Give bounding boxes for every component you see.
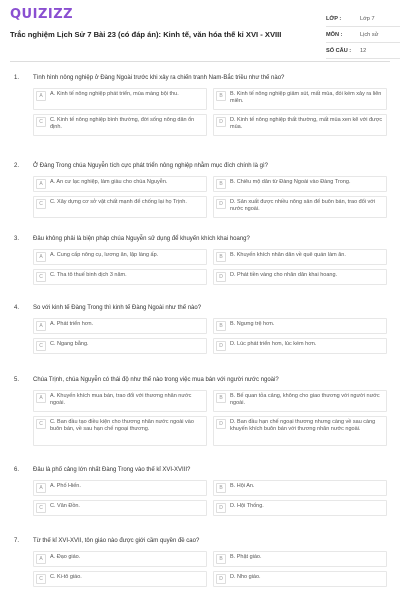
question-header xyxy=(10,537,390,551)
brand-logo: QUIZIZZ xyxy=(10,7,74,22)
option-letter-badge: A xyxy=(36,321,46,331)
question-text: Đâu là phố cảng lớn nhất Đàng Trong vào thế kỉ XVI-XVIII? xyxy=(33,467,191,473)
answer-option-a[interactable] xyxy=(33,390,207,412)
option-text: A. Cung cấp nông cụ, lương ăn, lập làng ấp. xyxy=(50,252,159,258)
worksheet-title: Trắc nghiệm Lịch Sử 7 Bài 23 (có đáp án): Kinh tế, văn hóa thế kỉ XVI - XVIII xyxy=(10,30,282,39)
question-text: Đâu không phải là biện pháp chúa Nguyễn sử dụng để khuyến khích khai hoang? xyxy=(33,236,250,242)
option-text: A. An cư lạc nghiệp, làm giàu cho chúa Nguyễn. xyxy=(50,179,168,185)
meta-value: Lịch sử xyxy=(360,31,379,38)
answer-option-d[interactable] xyxy=(213,269,387,285)
question-number: 2. xyxy=(14,163,20,169)
question-header xyxy=(10,376,390,390)
answer-option-c[interactable] xyxy=(33,114,207,136)
question-7 xyxy=(10,537,390,591)
question-number: 5. xyxy=(14,377,20,383)
question-text: Tình hình nông nghiệp ở Đàng Ngoài trước khi xảy ra chiến tranh Nam-Bắc triều như thế nào? xyxy=(33,75,285,81)
option-letter-badge: C xyxy=(36,341,46,351)
option-letter-badge: A xyxy=(36,179,46,189)
question-text: Ở Đàng Trong chúa Nguyễn tích cực phát triển nông nghiệp nhằm mục đích chính là gì? xyxy=(33,163,268,169)
option-text: D. Phát tiền vàng cho nhân dân khai hoang. xyxy=(230,272,338,278)
question-number: 4. xyxy=(14,305,20,311)
answer-option-c[interactable] xyxy=(33,338,207,354)
answer-option-c[interactable] xyxy=(33,500,207,516)
option-text: C. Xây dựng cơ sở vật chất mạnh để chống lại họ Trịnh. xyxy=(50,199,187,205)
question-header xyxy=(10,162,390,176)
question-6 xyxy=(10,466,390,520)
answer-option-a[interactable] xyxy=(33,176,207,192)
question-header xyxy=(10,74,390,88)
option-text: C. Vân Đồn. xyxy=(50,503,80,509)
answer-options xyxy=(33,88,390,140)
option-text: A. Đạo giáo. xyxy=(50,554,81,560)
option-letter-badge: B xyxy=(216,91,226,101)
answer-options xyxy=(33,318,390,358)
option-letter-badge: B xyxy=(216,179,226,189)
option-text: D. Ban đầu hạn chế ngoại thương nhưng càng về sau càng khuyến khích buôn bán với thương nhân nước ngoài. xyxy=(230,419,376,433)
answer-option-d[interactable] xyxy=(213,500,387,516)
option-text: C. Ki-tô giáo. xyxy=(50,574,82,580)
question-4 xyxy=(10,304,390,358)
meta-row-subject xyxy=(326,27,400,43)
meta-row-class xyxy=(326,11,400,27)
question-number: 1. xyxy=(14,75,20,81)
option-text: A. Khuyến khích mua bán, trao đổi với thương nhân nước ngoài. xyxy=(50,393,192,407)
answer-option-b[interactable] xyxy=(213,480,387,496)
answer-option-d[interactable] xyxy=(213,196,387,218)
meta-value: Lớp 7 xyxy=(360,15,375,22)
option-letter-badge: B xyxy=(216,483,226,493)
answer-option-a[interactable] xyxy=(33,249,207,265)
question-2 xyxy=(10,162,390,222)
meta-key: MÔN : xyxy=(326,31,343,38)
question-1 xyxy=(10,74,390,140)
option-text: D. Kinh tế nông nghiệp thất thường, mất mùa xen kẽ với được mùa. xyxy=(230,117,383,131)
question-text: So với kinh tế Đàng Trong thì kinh tế Đàng Ngoài như thế nào? xyxy=(33,305,202,311)
answer-option-a[interactable] xyxy=(33,88,207,110)
option-text: D. Lúc phát triển hơn, lúc kém hơn. xyxy=(230,341,317,347)
option-letter-badge: C xyxy=(36,574,46,584)
answer-option-b[interactable] xyxy=(213,176,387,192)
question-3 xyxy=(10,235,390,289)
option-text: B. Chiêu mộ dân từ Đàng Ngoài vào Đàng Trong. xyxy=(230,179,351,185)
option-text: D. Hội Thống. xyxy=(230,503,264,509)
option-text: B. Ngưng trệ hơn. xyxy=(230,321,275,327)
question-number: 7. xyxy=(14,538,20,544)
question-header xyxy=(10,304,390,318)
option-letter-badge: C xyxy=(36,272,46,282)
option-letter-badge: D xyxy=(216,574,226,584)
question-header xyxy=(10,235,390,249)
answer-option-d[interactable] xyxy=(213,571,387,587)
meta-row-count xyxy=(326,43,400,59)
option-letter-badge: C xyxy=(36,199,46,209)
option-letter-badge: B xyxy=(216,252,226,262)
answer-option-a[interactable] xyxy=(33,318,207,334)
option-text: B. Bế quan tỏa cảng, không cho giao thương với người nước ngoài. xyxy=(230,393,380,407)
option-text: A. Phố Hiến. xyxy=(50,483,81,489)
option-text: D. Sản xuất được nhiều nông sản để buôn bán, trao đổi với nước ngoài. xyxy=(230,199,376,213)
answer-option-a[interactable] xyxy=(33,480,207,496)
meta-table xyxy=(326,11,400,59)
option-letter-badge: D xyxy=(216,419,226,429)
answer-option-b[interactable] xyxy=(213,551,387,567)
option-letter-badge: D xyxy=(216,117,226,127)
answer-option-b[interactable] xyxy=(213,249,387,265)
option-letter-badge: B xyxy=(216,321,226,331)
answer-option-a[interactable] xyxy=(33,551,207,567)
option-text: A. Phát triển hơn. xyxy=(50,321,94,327)
answer-option-c[interactable] xyxy=(33,416,207,446)
answer-option-b[interactable] xyxy=(213,88,387,110)
option-letter-badge: D xyxy=(216,503,226,513)
meta-key: SỐ CÂU : xyxy=(326,47,352,54)
option-text: C. Ngang bằng. xyxy=(50,341,89,347)
answer-option-c[interactable] xyxy=(33,196,207,218)
question-number: 6. xyxy=(14,467,20,473)
option-text: C. Kinh tế nông nghiệp bình thường, đời sống nông dân ổn định. xyxy=(50,117,195,131)
option-letter-badge: D xyxy=(216,272,226,282)
option-text: B. Hội An. xyxy=(230,483,255,489)
option-letter-badge: A xyxy=(36,483,46,493)
answer-options xyxy=(33,390,390,450)
option-letter-badge: D xyxy=(216,199,226,209)
option-letter-badge: C xyxy=(36,503,46,513)
option-letter-badge: B xyxy=(216,393,226,403)
answer-option-b[interactable] xyxy=(213,318,387,334)
option-text: A. Kinh tế nông nghiệp phát triển, mùa màng bội thu. xyxy=(50,91,179,97)
answer-option-b[interactable] xyxy=(213,390,387,412)
worksheet-header xyxy=(10,0,390,62)
answer-options xyxy=(33,480,390,520)
option-letter-badge: A xyxy=(36,554,46,564)
option-text: B. Khuyến khích nhân dân về quê quán làm ăn. xyxy=(230,252,346,258)
option-letter-badge: A xyxy=(36,252,46,262)
option-text: C. Ban đầu tạo điều kiện cho thương nhân nước ngoài vào buôn bán, về sau hạn chế ngoại thương. xyxy=(50,419,194,433)
answer-option-d[interactable] xyxy=(213,416,387,446)
answer-option-d[interactable] xyxy=(213,338,387,354)
question-5 xyxy=(10,376,390,450)
answer-options xyxy=(33,249,390,289)
option-text: C. Tha tô thuế binh dịch 3 năm. xyxy=(50,272,127,278)
option-text: B. Kinh tế nông nghiệp giảm sút, mất mùa, đói kém xảy ra liên miên. xyxy=(230,91,382,105)
question-text: Từ thế kỉ XVI-XVII, tôn giáo nào được giới cầm quyền đề cao? xyxy=(33,538,200,544)
option-letter-badge: A xyxy=(36,393,46,403)
answer-option-c[interactable] xyxy=(33,571,207,587)
option-letter-badge: B xyxy=(216,554,226,564)
option-text: D. Nho giáo. xyxy=(230,574,261,580)
meta-value: 12 xyxy=(360,47,367,54)
option-text: B. Phật giáo. xyxy=(230,554,262,560)
option-letter-badge: D xyxy=(216,341,226,351)
answer-option-c[interactable] xyxy=(33,269,207,285)
answer-option-d[interactable] xyxy=(213,114,387,136)
meta-key: LỚP : xyxy=(326,15,342,22)
question-header xyxy=(10,466,390,480)
question-text: Chúa Trịnh, chúa Nguyễn có thái độ như thế nào trong việc mua bán với người nước ngoài? xyxy=(33,377,279,383)
option-letter-badge: A xyxy=(36,91,46,101)
answer-options xyxy=(33,551,390,591)
option-letter-badge: C xyxy=(36,117,46,127)
answer-options xyxy=(33,176,390,222)
question-number: 3. xyxy=(14,236,20,242)
option-letter-badge: C xyxy=(36,419,46,429)
